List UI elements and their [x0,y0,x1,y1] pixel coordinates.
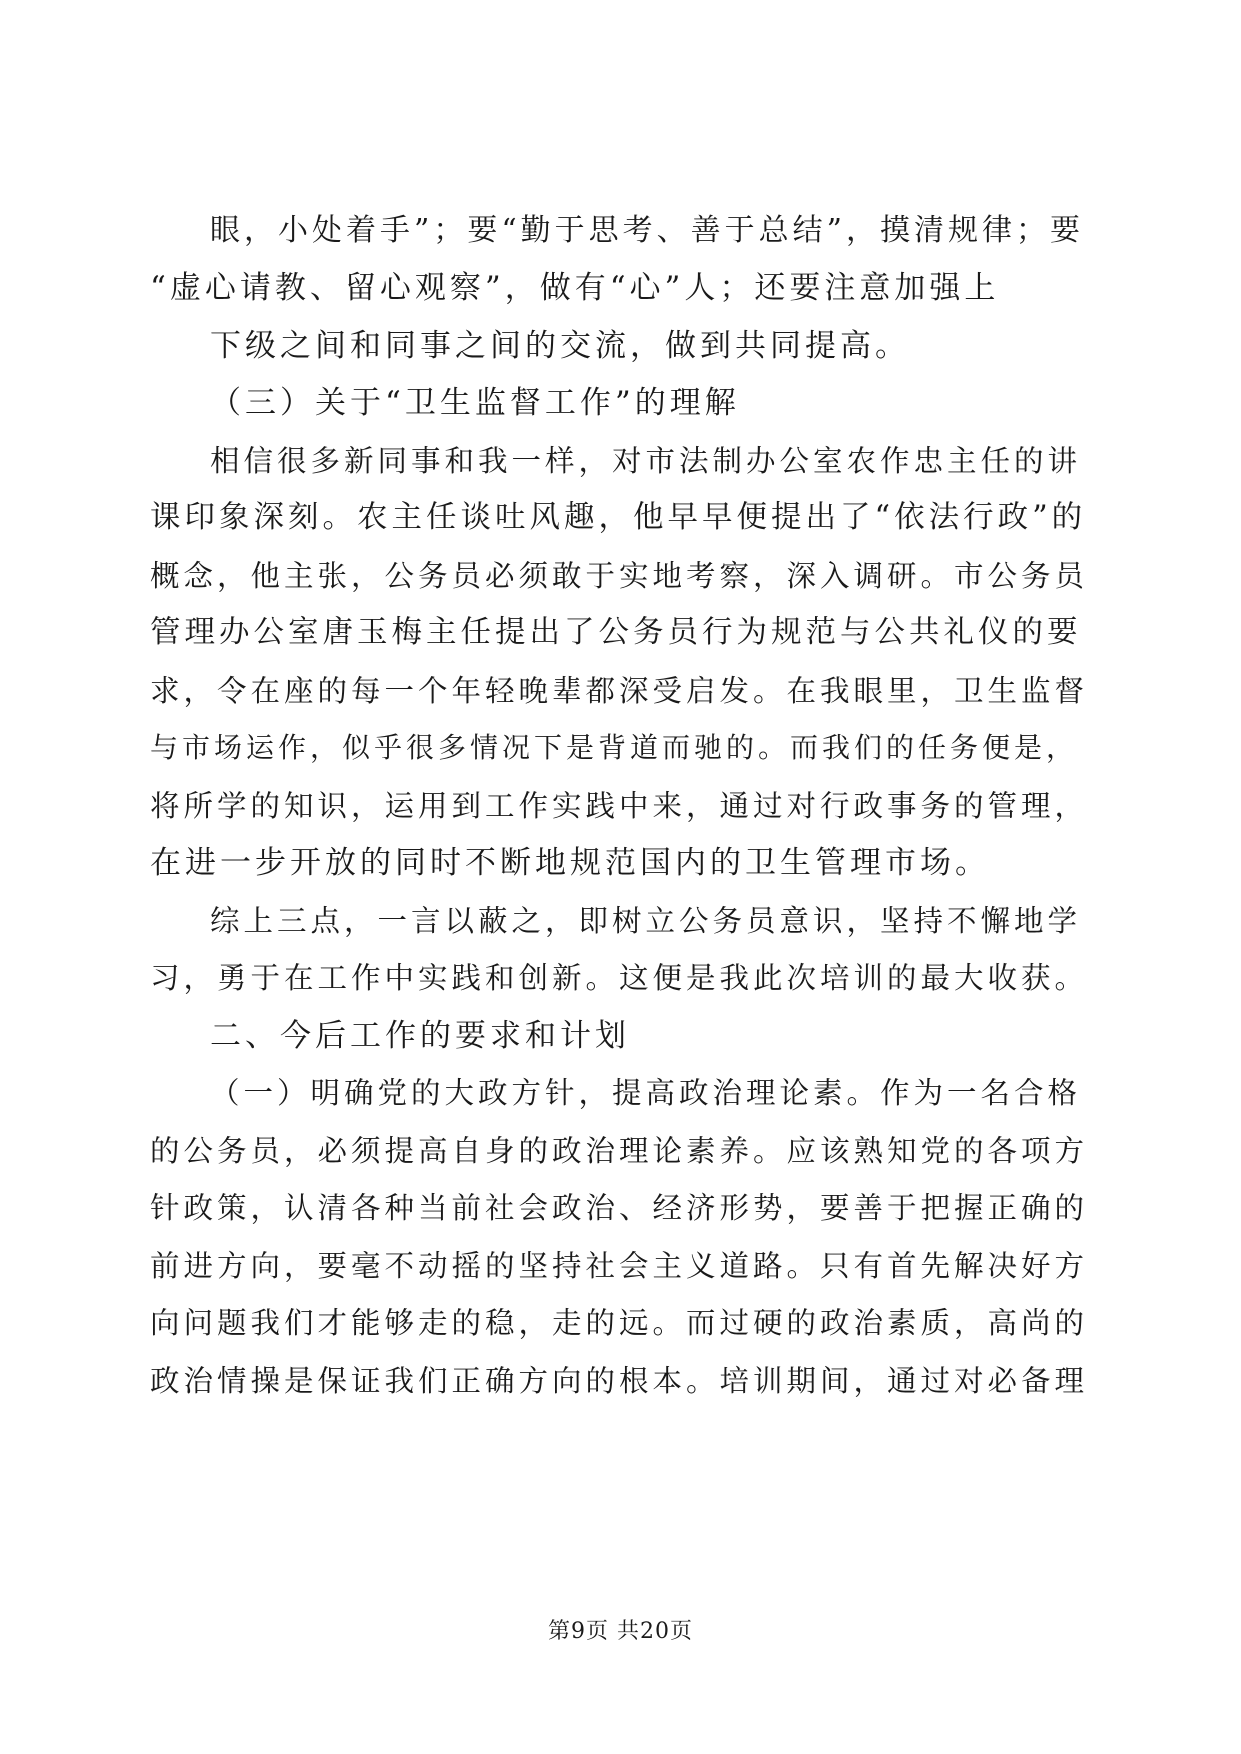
text-line-10: 与市场运作，似乎很多情况下是背道而驰的。而我们的任务便是， [150,731,1079,764]
text-line-11: 将所学的知识，运用到工作实践中来，通过对行政事务的管理， [150,789,1089,823]
text-line-3: 下级之间和同事之间的交流，做到共同提高。 [210,328,910,364]
text-line-14: 习，勇于在工作中实践和创新。这便是我此次培训的最大收获。 [150,961,1089,995]
text-line-1: 眼，小处着手”；要“勤于思考、善于总结”，摸清规律；要 [210,213,1085,248]
text-line-5: 相信很多新同事和我一样，对市法制办公室农作忠主任的讲 [210,444,1082,478]
section-heading: （三）关于“卫生监督工作”的理解 [210,385,740,421]
text-line-16: （一）明确党的大政方针，提高政治理论素。作为一名合格 [210,1076,1082,1110]
text-line-2: “虚心请教、留心观察”，做有“心”人；还要注意加强上 [150,270,1000,306]
text-line-17: 的公务员，必须提高自身的政治理论素养。应该熟知党的各项方 [150,1134,1089,1168]
text-line-7: 概念，他主张，公务员必须敢于实地考察，深入调研。市公务员 [150,559,1089,593]
text-line-18: 针政策，认清各种当前社会政治、经济形势，要善于把握正确的 [150,1191,1089,1225]
text-line-9: 求，令在座的每一个年轻晚辈都深受启发。在我眼里，卫生监督 [150,674,1089,708]
text-line-19: 前进方向，要毫不动摇的坚持社会主义道路。只有首先解决好方 [150,1249,1089,1283]
text-line-13: 综上三点，一言以蔽之，即树立公务员意识，坚持不懈地学 [210,904,1082,938]
text-line-8: 管理办公室唐玉梅主任提出了公务员行为规范与公共礼仪的要 [150,615,1082,650]
section-heading-2: 二、今后工作的要求和计划 [210,1018,630,1054]
text-line-12: 在进一步开放的同时不断地规范国内的卫生管理市场。 [150,845,990,881]
text-line-21: 政治情操是保证我们正确方向的根本。培训期间，通过对必备理 [150,1364,1089,1398]
text-line-6: 课印象深刻。农主任谈吐风趣，他早早便提出了“依法行政”的 [150,500,1087,535]
page-number-footer: 第9页 共20页 [548,1619,693,1644]
text-line-20: 向问题我们才能够走的稳，走的远。而过硬的政治素质，高尚的 [150,1306,1089,1340]
